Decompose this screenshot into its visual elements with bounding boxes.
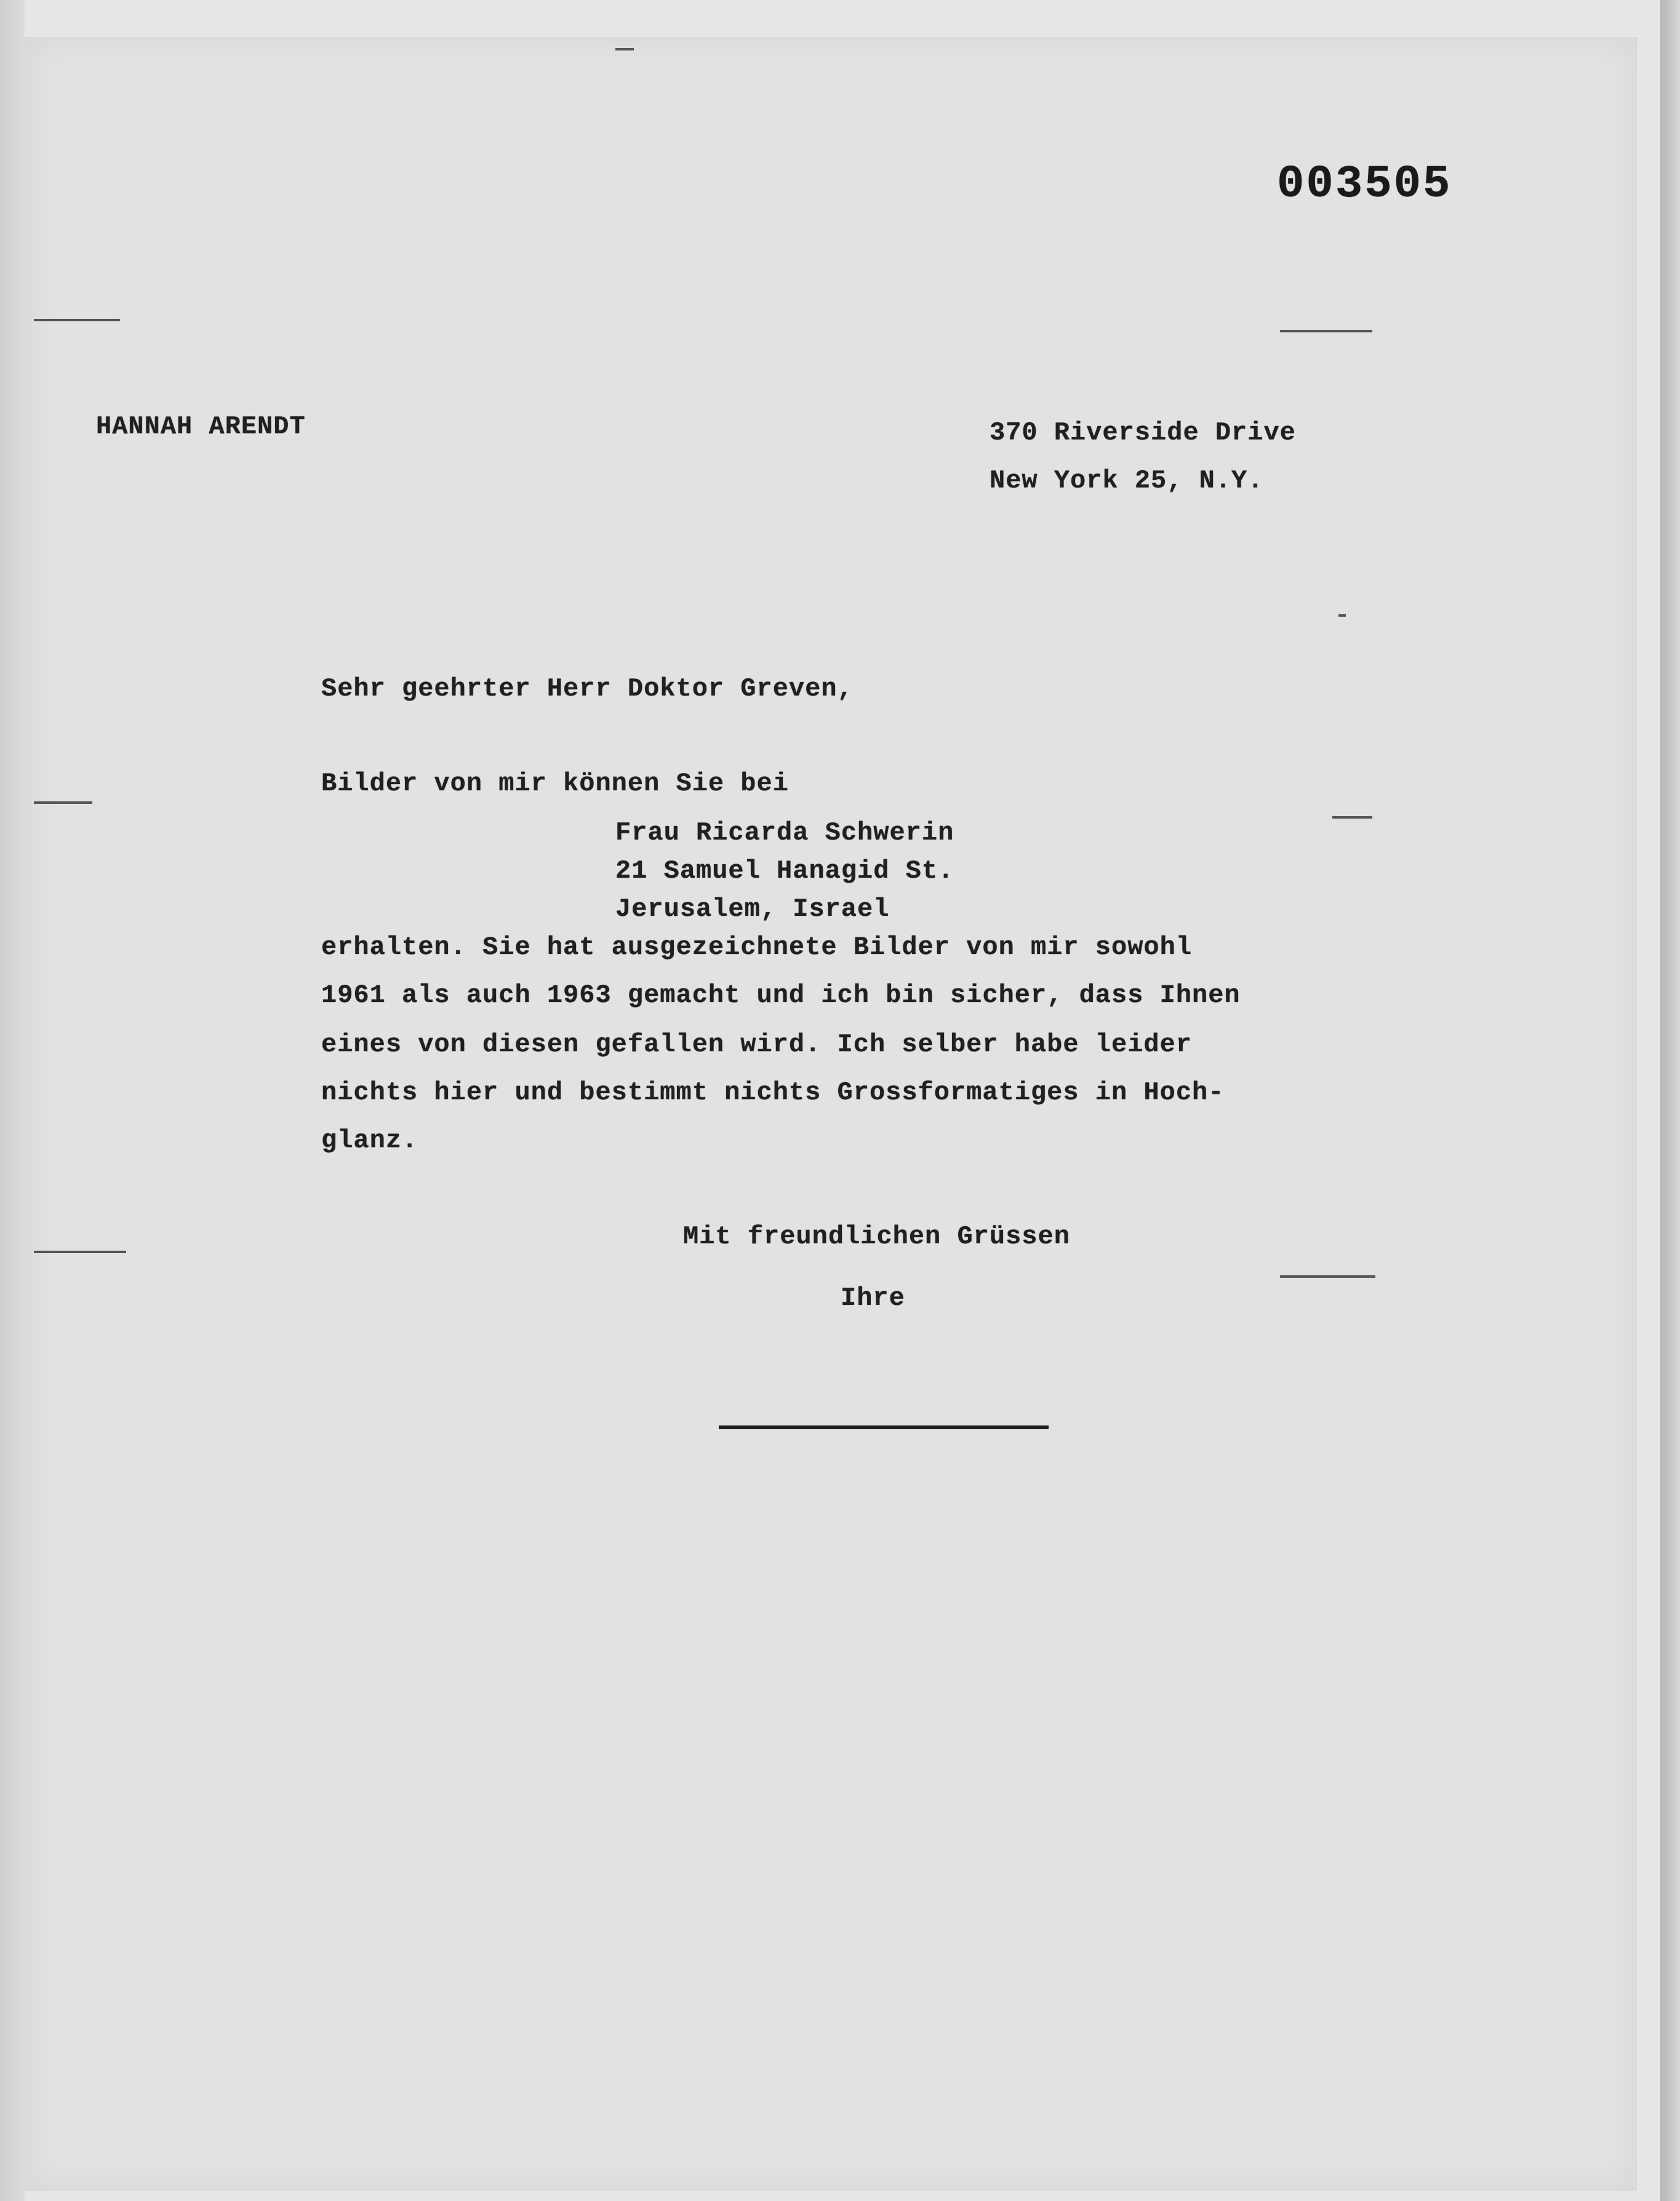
salutation: Sehr geehrter Herr Doktor Greven, (321, 674, 854, 704)
margin-mark (615, 48, 634, 50)
recipient-address-line3: Jerusalem, Israel (615, 894, 890, 924)
paragraph-line: glanz. (321, 1126, 418, 1155)
sender-address-line1: 370 Riverside Drive (990, 418, 1296, 447)
intro-line: Bilder von mir können Sie bei (321, 769, 789, 798)
scan-right-edge (1660, 0, 1680, 2201)
sender-name: HANNAH ARENDT (96, 412, 306, 441)
recipient-address-line2: 21 Samuel Hanagid St. (615, 856, 954, 886)
recipient-address-line1: Frau Ricarda Schwerin (615, 818, 954, 848)
margin-mark (1338, 614, 1346, 617)
sender-address-line2: New York 25, N.Y. (990, 466, 1264, 495)
paragraph-line: erhalten. Sie hat ausgezeichnete Bilder von mir sowohl (321, 932, 1193, 962)
signature-word: Ihre (841, 1283, 905, 1313)
margin-mark (1280, 330, 1372, 332)
margin-mark (34, 801, 92, 804)
scan-left-edge (0, 0, 25, 2201)
paragraph-line: nichts hier und bestimmt nichts Grossformatiges in Hoch- (321, 1078, 1225, 1107)
margin-mark (34, 319, 120, 321)
document-number: 003505 (1277, 159, 1452, 210)
signature-line (719, 1425, 1049, 1429)
margin-mark (1280, 1275, 1375, 1278)
closing: Mit freundlichen Grüssen (683, 1222, 1070, 1251)
paragraph-line: 1961 als auch 1963 gemacht und ich bin sicher, dass Ihnen (321, 980, 1241, 1010)
margin-mark (34, 1251, 126, 1253)
paragraph-line: eines von diesen gefallen wird. Ich selber habe leider (321, 1030, 1193, 1059)
margin-mark (1332, 816, 1372, 819)
